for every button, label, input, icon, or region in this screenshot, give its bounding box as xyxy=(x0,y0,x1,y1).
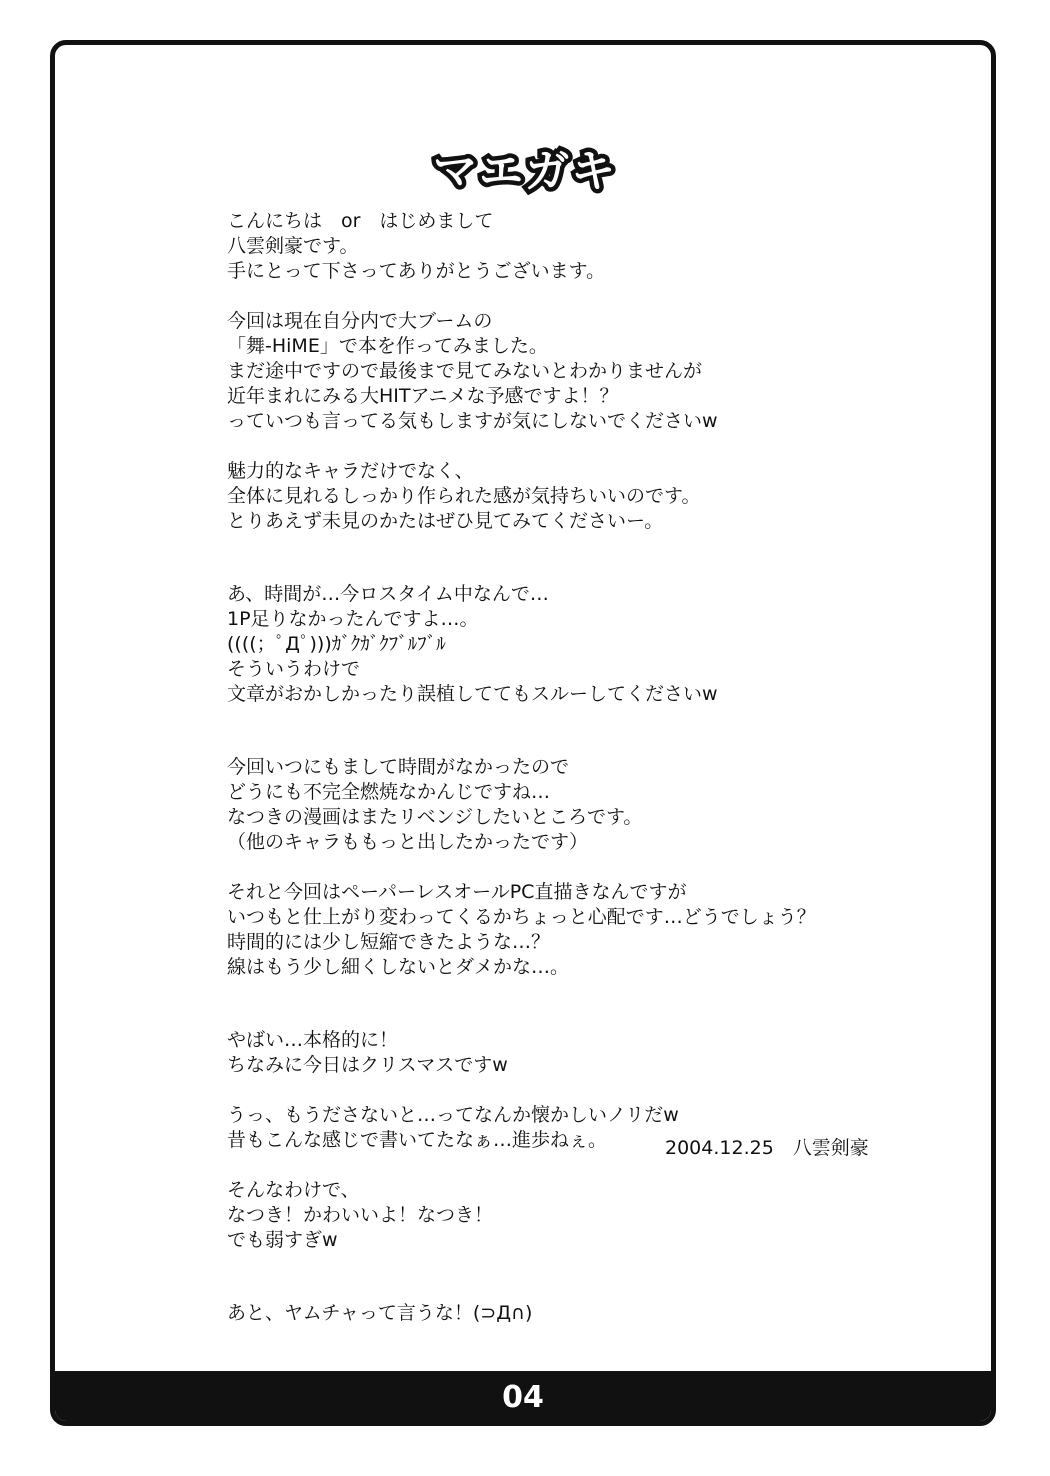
text-line: ((((；ﾟДﾟ)))ｶﾞｸｶﾞｸﾌﾞﾙﾌﾞﾙ xyxy=(227,633,446,655)
paragraph-greeting xyxy=(227,209,927,284)
paragraph-closing xyxy=(227,1301,927,1326)
text-line: 時間的には少し短縮できたような…？ xyxy=(227,931,551,953)
text-line: （他のキャラももっと出したかったです） xyxy=(227,831,589,853)
paragraph-time xyxy=(227,582,927,707)
signature-date: 2004.12.25 八雲剣豪 xyxy=(665,1137,869,1159)
text-line: 魅力的なキャラだけでなく、 xyxy=(227,460,474,482)
text-line: っていつも言ってる気もしますが気にしないでくださいw xyxy=(227,410,718,432)
paragraph-regret xyxy=(227,755,927,855)
text-line: 線はもう少し細くしないとダメかな…。 xyxy=(227,956,570,978)
text-line: やばい…本格的に！ xyxy=(227,1029,399,1051)
text-line: あ、時間が…今ロスタイム中なんで… xyxy=(227,583,549,605)
paragraph-natsuki xyxy=(227,1178,927,1253)
text-line: そんなわけで、 xyxy=(227,1179,360,1201)
text-line: いつもと仕上がり変わってくるかちょっと心配です…どうでしょう？ xyxy=(227,906,816,928)
text-line: 昔もこんな感じで書いてたなぁ…進歩ねぇ。 xyxy=(227,1129,608,1151)
text-line: あと、ヤムチャって言うな！(⊃Д∩) xyxy=(227,1302,533,1324)
text-line: なつき！かわいいよ！なつき！ xyxy=(227,1204,494,1226)
text-line: 「舞-HiME」で本を作ってみました。 xyxy=(227,335,548,357)
text-line: ちなみに今日はクリスマスですw xyxy=(227,1054,508,1076)
text-line: 今回いつにもまして時間がなかったので xyxy=(227,756,570,778)
page-number: 04 xyxy=(502,1380,544,1415)
paragraph-digital xyxy=(227,880,927,980)
page-frame xyxy=(50,40,996,1426)
text-line: どうにも不完全燃焼なかんじですね… xyxy=(227,781,551,803)
text-line: そういうわけで xyxy=(227,658,361,680)
paragraph-topic xyxy=(227,309,927,434)
text-line: 今回は現在自分内で大ブームの xyxy=(227,310,493,332)
text-line: なつきの漫画はまたリベンジしたいところです。 xyxy=(227,806,643,828)
text-line: 全体に見れるしっかり作られた感が気持ちいいのです。 xyxy=(227,485,701,507)
paragraph-christmas xyxy=(227,1028,927,1078)
text-line: こんにちは or はじめまして xyxy=(227,210,494,232)
text-line: うっ、もうださないと…ってなんか懐かしいノリだw xyxy=(227,1104,679,1126)
text-line: 文章がおかしかったり誤植しててもスルーしてくださいw xyxy=(227,683,718,705)
page-title: マエガキ xyxy=(433,146,617,197)
text-line: 近年まれにみる大HITアニメな予感ですよ！？ xyxy=(227,385,619,407)
text-line: でも弱すぎw xyxy=(227,1229,338,1251)
paragraph-appeal xyxy=(227,459,927,534)
text-line: とりあえず未見のかたはぜひ見てみてくださいー。 xyxy=(227,510,664,532)
text-line: それと今回はペーパーレスオールPC直描きなんですが xyxy=(227,881,687,903)
text-line: 八雲剣豪です。 xyxy=(227,235,359,257)
text-line: まだ途中ですので最後まで見てみないとわかりませんが xyxy=(227,360,703,382)
text-line: 手にとって下さってありがとうございます。 xyxy=(227,260,606,282)
text-line: 1P足りなかったんですよ…。 xyxy=(227,608,479,630)
